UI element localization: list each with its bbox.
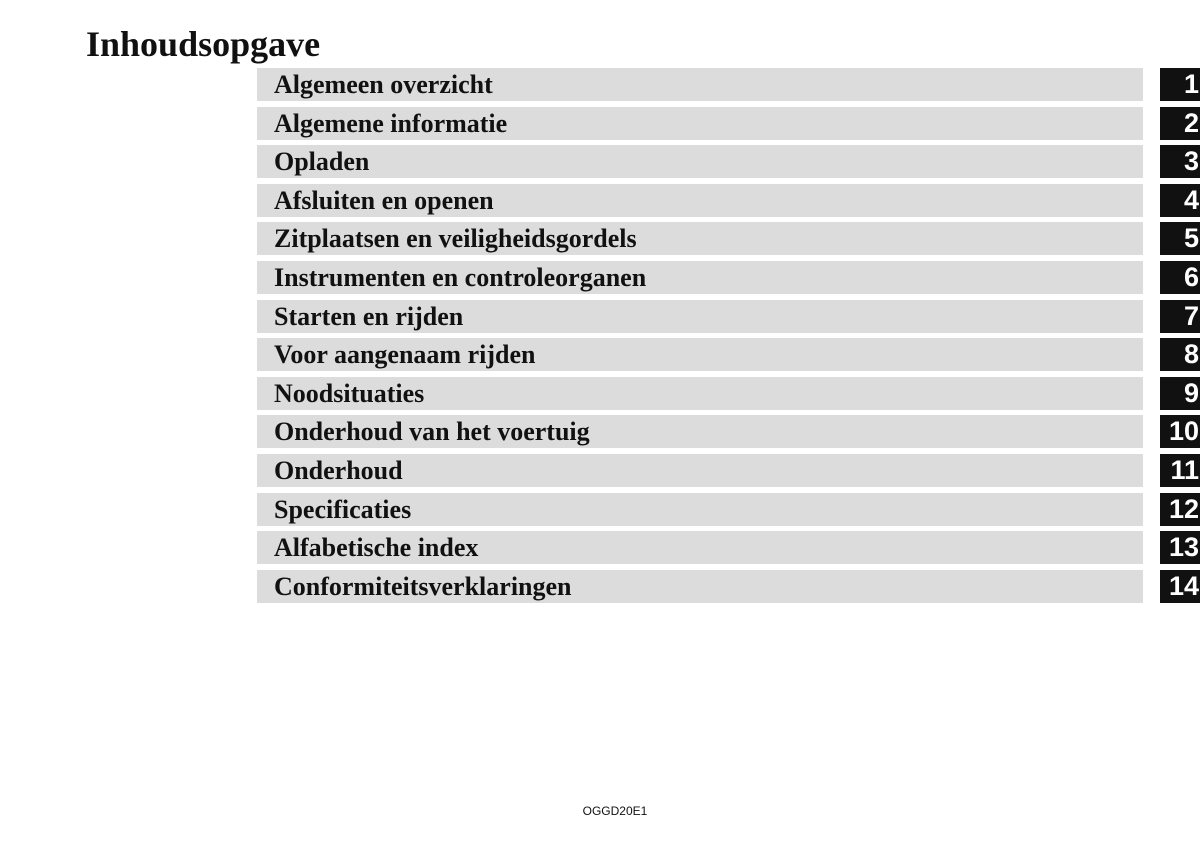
toc-entry-label: Conformiteitsverklaringen	[274, 571, 572, 601]
chapter-number-tab[interactable]: 6	[1160, 261, 1200, 294]
toc-entry-bar[interactable]	[257, 222, 1143, 255]
toc-entry-bar[interactable]	[257, 377, 1143, 410]
toc-entry-bar[interactable]	[257, 107, 1143, 140]
toc-entry-bar[interactable]	[257, 454, 1143, 487]
toc-entry-label: Alfabetische index	[274, 533, 479, 563]
document-code: OGGD20E1	[582, 804, 648, 818]
chapter-number-tab[interactable]: 14	[1160, 570, 1200, 603]
toc-entry-label: Voor aangenaam rijden	[274, 340, 536, 370]
toc-entry	[0, 337, 1200, 376]
toc-entry	[0, 530, 1200, 569]
toc-entry-bar[interactable]	[257, 338, 1143, 371]
table-of-contents	[0, 67, 1200, 607]
chapter-number-tab[interactable]: 10	[1160, 415, 1200, 448]
toc-entry-bar[interactable]	[257, 145, 1143, 178]
toc-entry	[0, 183, 1200, 222]
chapter-number-tab[interactable]: 4	[1160, 184, 1200, 217]
chapter-number-tab[interactable]: 8	[1160, 338, 1200, 371]
chapter-number-tab[interactable]: 12	[1160, 493, 1200, 526]
toc-entry	[0, 376, 1200, 415]
chapter-number-tab[interactable]: 1	[1160, 68, 1200, 101]
toc-entry-bar[interactable]	[257, 184, 1143, 217]
toc-entry-label: Onderhoud	[274, 455, 403, 485]
toc-entry-label: Starten en rijden	[274, 301, 464, 331]
toc-entry	[0, 260, 1200, 299]
toc-entry-label: Afsluiten en openen	[274, 185, 494, 215]
toc-entry-bar[interactable]	[257, 570, 1143, 603]
toc-entry-label: Noodsituaties	[274, 378, 425, 408]
toc-entry	[0, 221, 1200, 260]
chapter-number-tab[interactable]: 9	[1160, 377, 1200, 410]
toc-entry	[0, 106, 1200, 145]
chapter-number-tab[interactable]: 7	[1160, 300, 1200, 333]
toc-entry-label: Specificaties	[274, 494, 412, 524]
toc-entry-bar[interactable]	[257, 493, 1143, 526]
chapter-number-tab[interactable]: 11	[1160, 454, 1200, 487]
chapter-number-tab[interactable]: 13	[1160, 531, 1200, 564]
toc-entry-bar[interactable]	[257, 300, 1143, 333]
toc-entry	[0, 67, 1200, 106]
chapter-number-tab[interactable]: 3	[1160, 145, 1200, 178]
page-title: Inhoudsopgave	[86, 24, 321, 64]
toc-entry-label: Zitplaatsen en veiligheidsgordels	[274, 224, 637, 254]
toc-entry	[0, 453, 1200, 492]
toc-entry-label: Instrumenten en controleorganen	[274, 262, 647, 292]
toc-entry-bar[interactable]	[257, 261, 1143, 294]
toc-entry	[0, 569, 1200, 608]
toc-entry	[0, 414, 1200, 453]
toc-entry-label: Onderhoud van het voertuig	[274, 417, 590, 447]
toc-entry	[0, 144, 1200, 183]
toc-entry-bar[interactable]	[257, 531, 1143, 564]
toc-entry-label: Algemene informatie	[274, 108, 508, 138]
toc-entry-label: Algemeen overzicht	[274, 70, 493, 99]
toc-entry	[0, 492, 1200, 531]
toc-entry-label: Opladen	[274, 147, 370, 177]
chapter-number-tab[interactable]: 2	[1160, 107, 1200, 140]
toc-entry	[0, 299, 1200, 338]
chapter-number-tab[interactable]: 5	[1160, 222, 1200, 255]
toc-entry-bar[interactable]	[257, 68, 1143, 101]
toc-entry-bar[interactable]	[257, 415, 1143, 448]
